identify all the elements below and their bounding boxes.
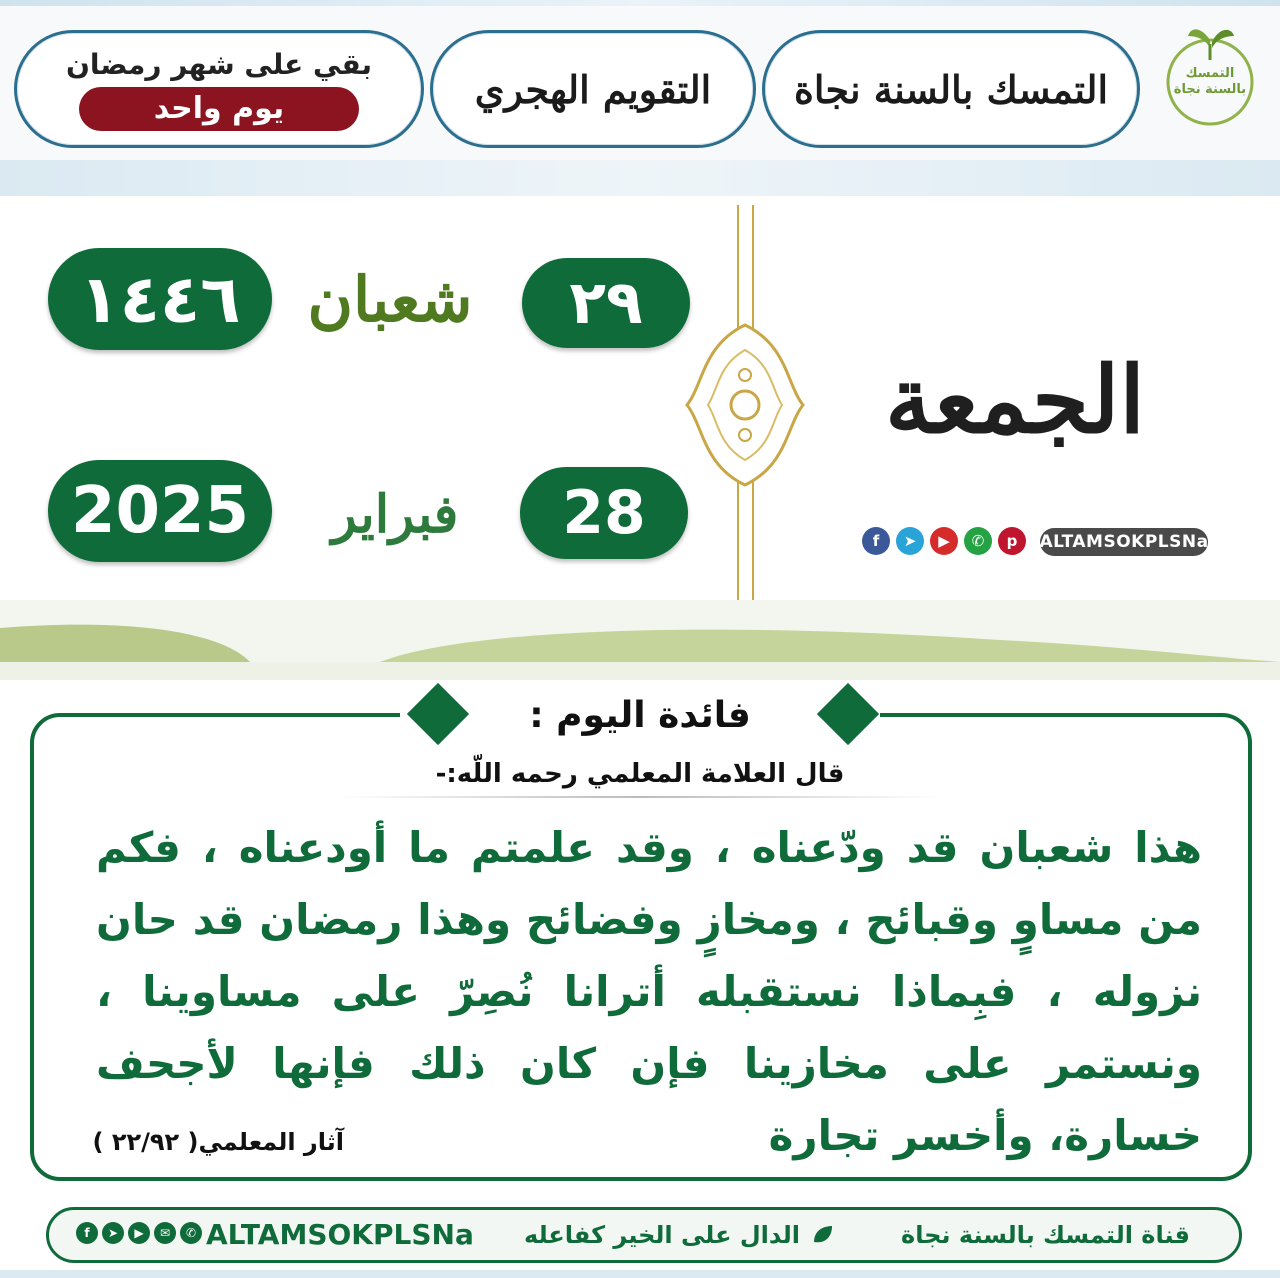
footer-channel: قناة التمسك بالسنة نجاة [901,1221,1190,1249]
calendar-title: التقويم الهجري [474,66,712,112]
hijri-year-pill: ١٤٤٦ [48,248,272,350]
logo-text: التمسك بالسنة نجاة [1173,66,1247,97]
quote-intro: قال العلامة المعلمي رحمه اللّه:- [435,759,845,789]
top-stripe [0,0,1280,6]
benefit-title: فائدة اليوم : [529,695,751,736]
greg-month: فبراير [331,484,459,545]
leaf-icon [810,1222,836,1248]
greg-year-pill: 2025 [48,460,272,562]
telegram-icon[interactable]: ➤ [896,527,924,555]
footer-telegram-icon[interactable]: ➤ [102,1222,124,1244]
header-band [0,160,1280,196]
bottom-stripe [0,1270,1280,1278]
footer-social-icons [76,1222,202,1244]
footer-facebook-icon[interactable]: f [76,1222,98,1244]
quote-body: هذا شعبان قد ودّعناه ، وقد علمتم ما أودعناه ، فكم من مساوٍ وقبائح ، ومخازٍ وفضائح وهذا رمضان قد حان نزوله ، فبِماذا نستقبله أترانا نُصِرّ على مساوينا ، ونستمر على مخازينا فإن كان ذلك فإنها لأجحف خسارة، وأخسر تجارة [96,823,1202,1160]
facebook-icon[interactable]: f [862,527,890,555]
channel-title: التمسك بالسنة نجاة [793,66,1109,112]
calendar-title-pill [430,30,756,148]
landscape-hills [0,600,1280,680]
footer-youtube-icon[interactable]: ▶ [128,1222,150,1244]
youtube-icon[interactable]: ▶ [930,527,958,555]
countdown-label: بقي على شهر رمضان [65,47,373,81]
channel-title-pill [762,30,1140,148]
social-handle[interactable]: ALTAMSOKPLSNa [1040,528,1208,556]
ornament-divider [683,205,807,605]
intro-divider [340,796,940,798]
countdown-value: يوم واحد [79,87,359,131]
ramadan-countdown-pill [14,30,424,148]
footer-whatsapp-icon[interactable]: ✆ [180,1222,202,1244]
social-icons-row [862,527,1026,555]
footer-slogan: الدال على الخير كفاعله [524,1221,800,1249]
channel-logo [1160,20,1260,130]
weekday-title: الجمعة [885,346,1145,454]
hijri-day-pill: ٢٩ [522,258,690,348]
whatsapp-icon[interactable]: ✆ [964,527,992,555]
pinterest-icon[interactable]: p [998,527,1026,555]
footer-handle[interactable]: ALTAMSOKPLSNa [206,1218,474,1251]
footer-email-icon[interactable]: ✉ [154,1222,176,1244]
hijri-month: شعبان [307,263,473,336]
greg-day-pill: 28 [520,467,688,559]
quote-source: آثار المعلمي( ٢٢/٩٢ ) [92,1128,344,1156]
